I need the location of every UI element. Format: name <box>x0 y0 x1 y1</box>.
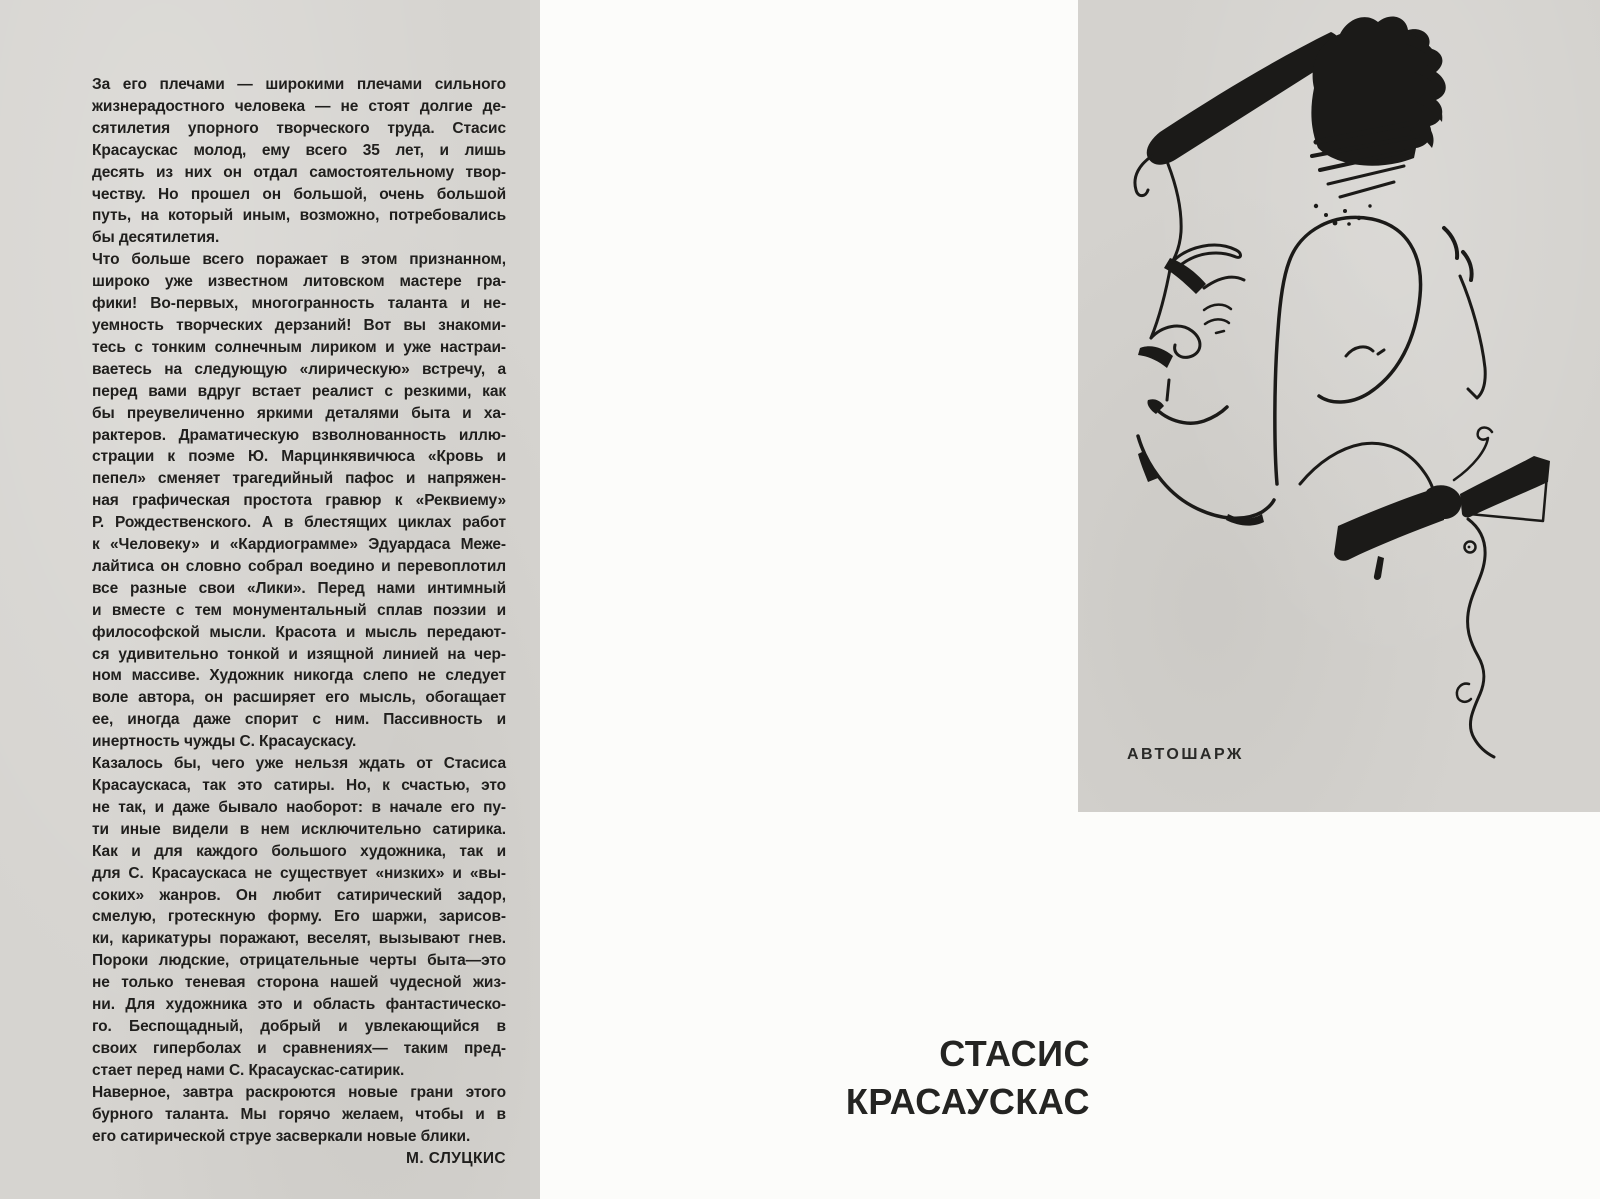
article-line: воле автора, он расширяет его мысль, обогащает <box>92 689 506 707</box>
article-line: философской мысли. Красота и мысль передают- <box>92 623 506 641</box>
article-line: Р. Рождественского. А в блестящих циклах работ <box>92 514 506 532</box>
article-line: и вместе с тем монументальный сплав поэзии и <box>92 601 506 619</box>
article-line: Что больше всего поражает в этом признанном, <box>92 251 506 269</box>
drawing-caption: АВТОШАРЖ <box>1127 746 1244 763</box>
article-line: ся удивительно тонкой и изящной линией на чер- <box>92 645 506 663</box>
article-line: Красаускаса, так это сатиры. Но, к счастью, это <box>92 777 506 794</box>
article-line: перед вами вдруг встает реалист с резкими, как <box>92 382 506 400</box>
article-line: бы преувеличенно яркими деталями быта и ха- <box>92 404 506 422</box>
article-line: страции к поэме Ю. Марцинкявичюса «Кровь и <box>92 448 506 466</box>
article-line: широко уже известном литовском мастере гра- <box>92 273 506 291</box>
article-line: десять из них он отдал самостоятельному твор- <box>92 163 506 181</box>
article-line: Пороки людские, отрицательные черты быта—это <box>92 952 506 970</box>
article-line: го. Беспощадный, добрый и увлекающийся в <box>92 1017 506 1035</box>
article-line: ти иные видели в нем исключительно сатирика. <box>92 820 506 838</box>
page-title <box>700 1030 1090 1126</box>
article-line: ваетесь на следующую «лирическую» встречу, а <box>92 360 506 378</box>
article-line: жизнерадостного человека — не стоят долгие де- <box>92 97 506 115</box>
article-line: не только теневая сторона нашей чудесной жиз- <box>92 974 506 992</box>
article-line: сятилетия упорного творческого труда. Стасис <box>92 119 506 137</box>
page-title-line2: КРАСАУСКАС <box>845 1081 1090 1122</box>
text-column-panel <box>0 0 540 1199</box>
article-line: для С. Красаускаса не существует «низких» и «вы- <box>92 864 506 882</box>
self-caricature-drawing <box>1078 0 1600 812</box>
article-line: За его плечами — широкими плечами сильного <box>92 76 506 93</box>
article-line: не так, и даже бывало наоборот: в начале его пу- <box>92 798 506 816</box>
article-line: тесь с тонким солнечным лириком и уже настраи- <box>92 338 506 356</box>
article-line: Как и для каждого большого художника, так и <box>92 842 506 860</box>
article-line: Красаускас молод, ему всего 35 лет, и лишь <box>92 141 506 159</box>
article-line: лайтиса он словно собрал воедино и перевоплотил <box>92 557 506 575</box>
article-line: стает перед нами С. Красаускас-сатирик. <box>92 1061 405 1079</box>
article-line: бы десятилетия. <box>92 229 220 247</box>
article-line: путь, на который иным, возможно, потребовались <box>92 207 506 225</box>
article-line: его сатирической струе засверкали новые блики. <box>92 1127 471 1145</box>
article-line: инертность чужды С. Красаускасу. <box>92 733 357 751</box>
article-line: соких» жанров. Он любит сатирический задор, <box>92 886 506 904</box>
article-line: ки, карикатуры поражают, веселят, вызывают гнев. <box>92 930 506 948</box>
article-line: к «Человеку» и «Кардиограмме» Эдуардаса Меже- <box>92 536 506 554</box>
article-line: ее, иногда даже спорит с ним. Пассивность и <box>92 711 506 729</box>
article-line: фики! Во-первых, многогранность таланта и не- <box>92 295 506 313</box>
author-signature: М. СЛУЦКИС <box>406 1150 506 1167</box>
article-line: бурного таланта. Мы горячо желаем, чтобы и в <box>92 1105 506 1123</box>
article-line: честву. Но прошел он большой, очень большой <box>92 185 506 203</box>
article-line: пепел» сменяет трагедийный пафос и напряжен- <box>92 470 506 488</box>
article-line: Наверное, завтра раскроются новые грани этого <box>92 1083 506 1101</box>
page-title-line1: СТАСИС <box>939 1033 1090 1074</box>
article-line: Казалось бы, чего уже нельзя ждать от Стасиса <box>92 755 506 773</box>
article-line: смелую, гротескную форму. Его шаржи, зарисов- <box>92 908 506 926</box>
article-line: ная графическая простота гравюр к «Реквиему» <box>92 492 506 510</box>
article-line: своих гиперболах и сравнениях— таким пред- <box>92 1039 506 1057</box>
article-line: все разные свои «Лики». Перед нами интимный <box>92 579 506 597</box>
article-line: ном массиве. Художник никогда слепо не следует <box>92 667 506 685</box>
drawing-panel <box>1078 0 1600 812</box>
article-line: ни. Для художника это и область фантастическо- <box>92 996 506 1014</box>
article-text <box>92 74 506 1147</box>
article-line: уемность творческих дерзаний! Вот вы знакоми- <box>92 316 506 334</box>
article-line: рактеров. Драматическую взволнованность иллю- <box>92 426 506 444</box>
